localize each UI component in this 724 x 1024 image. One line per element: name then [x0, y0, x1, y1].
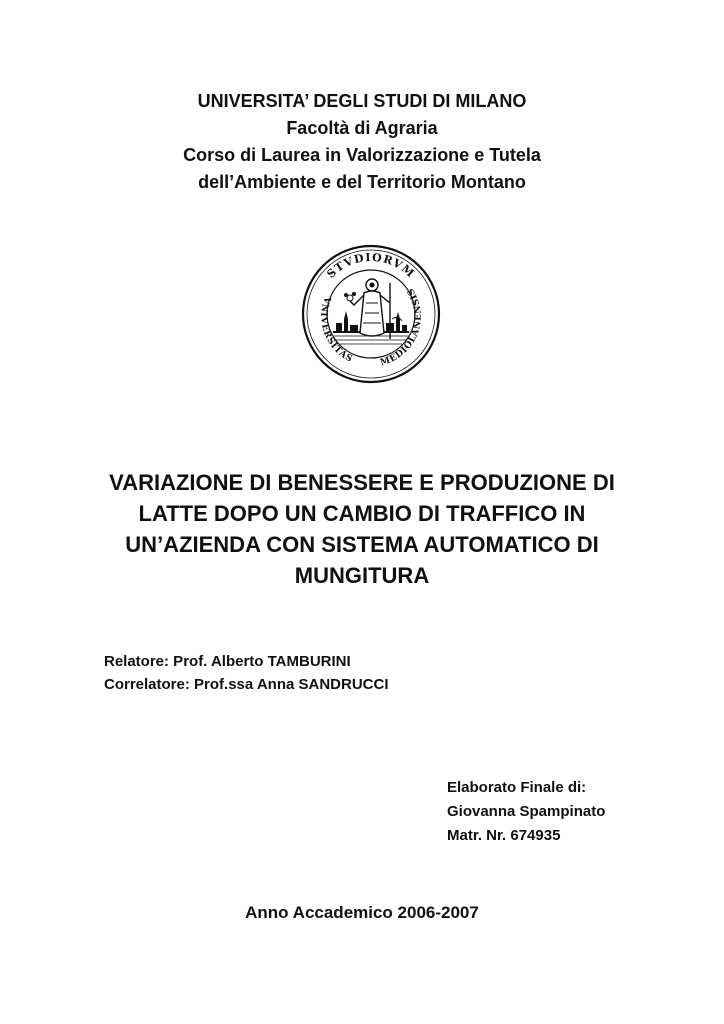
seal-left-text: VNIVERSITAS	[318, 295, 355, 365]
author-block	[447, 776, 605, 848]
course-line-2: dell’Ambiente e del Territorio Montano	[198, 172, 526, 192]
author-name: Giovanna Spampinato	[447, 803, 606, 820]
advisors-block	[104, 650, 389, 696]
institution-header	[0, 88, 724, 196]
course-line-1: Corso di Laurea in Valorizzazione e Tutela	[183, 145, 541, 165]
title-line-4: MUNGITURA	[294, 563, 430, 588]
correlatore-line: Correlatore: Prof.ssa Anna SANDRUCCI	[104, 676, 389, 693]
title-line-3: UN’AZIENDA CON SISTEMA AUTOMATICO DI	[125, 532, 599, 557]
author-matr: Matr. Nr. 674935	[447, 827, 561, 844]
title-line-2: LATTE DOPO UN CAMBIO DI TRAFFICO IN	[138, 501, 586, 526]
university-seal-icon	[300, 243, 442, 385]
author-label: Elaborato Finale di:	[447, 779, 587, 796]
seal-top-text: STVDIORVM	[324, 250, 418, 281]
thesis-title	[60, 467, 664, 591]
relatore-line: Relatore: Prof. Alberto TAMBURINI	[104, 653, 351, 670]
seal-right-text: MEDIOLANENSIS	[379, 285, 424, 369]
faculty-name: Facoltà di Agraria	[286, 118, 438, 138]
university-name: UNIVERSITA’ DEGLI STUDI DI MILANO	[197, 91, 527, 111]
academic-year: Anno Accademico 2006-2007	[245, 903, 479, 922]
title-line-1: VARIAZIONE DI BENESSERE E PRODUZIONE DI	[109, 470, 615, 495]
